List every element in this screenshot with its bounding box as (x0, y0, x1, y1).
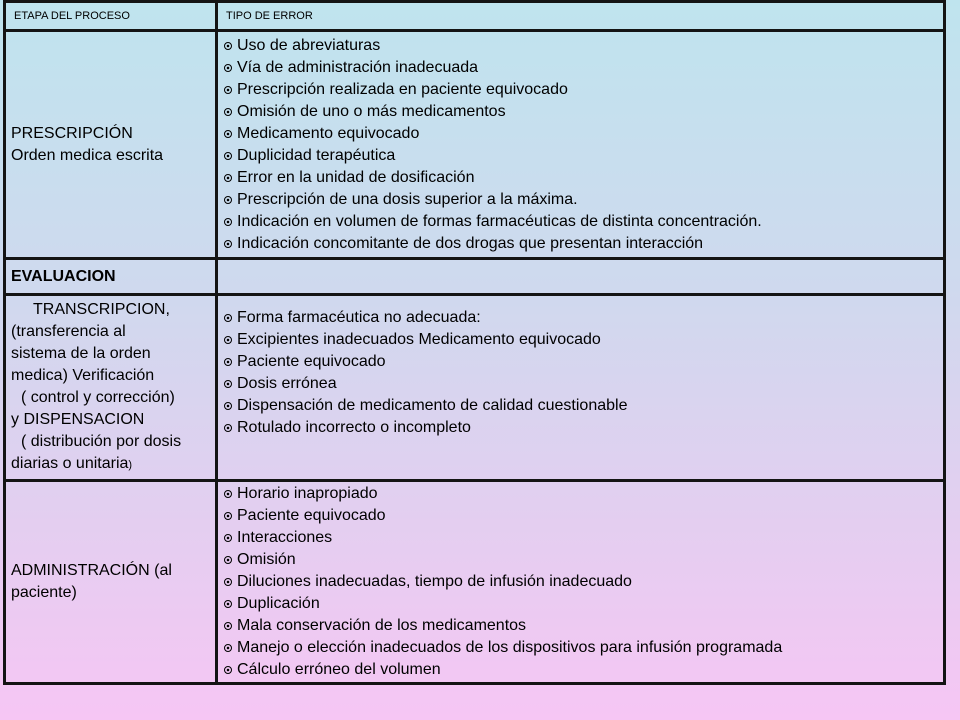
error-item: Indicación concomitante de dos drogas que presentan interacción (223, 233, 938, 255)
error-item: Cálculo erróneo del volumen (223, 659, 938, 681)
stage-line-text: diarias o unitaria (11, 455, 129, 472)
header-error-type: TIPO DE ERROR (217, 2, 945, 31)
error-item: Vía de administración inadecuada (223, 57, 938, 79)
stage-line: sistema de la orden (11, 345, 151, 362)
stage-line: ( control y corrección) (21, 389, 175, 406)
closing-paren: ) (128, 459, 133, 471)
stage-cell (5, 259, 217, 295)
error-item: Paciente equivocado (223, 505, 938, 527)
stage-line: PRESCRIPCIÓN (11, 124, 133, 142)
stage-line: medica) Verificación (11, 367, 155, 384)
error-table (3, 0, 946, 685)
table-row-prescripcion (5, 31, 945, 259)
error-item: Omisión (223, 549, 938, 571)
errors-cell (217, 295, 945, 481)
error-item: Interacciones (223, 527, 938, 549)
stage-line: (transferencia al (11, 323, 126, 340)
stage-line: EVALUACION (11, 267, 116, 285)
error-item: Medicamento equivocado (223, 123, 938, 145)
error-item: Dispensación de medicamento de calidad cuestionable (223, 395, 938, 417)
error-item: Indicación en volumen de formas farmacéuticas de distinta concentración. (223, 211, 938, 233)
stage-cell (5, 481, 217, 684)
stage-line: paciente) (11, 584, 77, 601)
error-list (223, 483, 938, 681)
error-item: Mala conservación de los medicamentos (223, 615, 938, 637)
stage-line: Orden medica escrita (11, 146, 164, 164)
error-item: Duplicidad terapéutica (223, 145, 938, 167)
stage-line: ADMINISTRACIÓN (al (11, 562, 172, 579)
error-item: Prescripción realizada en paciente equivocado (223, 79, 938, 101)
errors-cell (217, 31, 945, 259)
stage-line: y DISPENSACION (11, 411, 145, 428)
error-item: Prescripción de una dosis superior a la máxima. (223, 189, 938, 211)
header-stage: ETAPA DEL PROCESO (5, 2, 217, 31)
error-list (223, 35, 938, 255)
stage-cell (5, 295, 217, 481)
error-item: Rotulado incorrecto o incompleto (223, 417, 938, 439)
error-item: Horario inapropiado (223, 483, 938, 505)
stage-line (11, 453, 210, 476)
errors-cell (217, 481, 945, 684)
table-row-evaluacion (5, 259, 945, 295)
stage-line: TRANSCRIPCION, (33, 301, 170, 318)
table-row-transcripcion (5, 295, 945, 481)
errors-cell (217, 259, 945, 295)
error-item: Uso de abreviaturas (223, 35, 938, 57)
error-item: Dosis errónea (223, 373, 938, 395)
error-item: Excipientes inadecuados Medicamento equivocado (223, 329, 938, 351)
error-item: Manejo o elección inadecuados de los dispositivos para infusión programada (223, 637, 938, 659)
stage-line: ( distribución por dosis (21, 433, 182, 450)
error-item: Omisión de uno o más medicamentos (223, 101, 938, 123)
stage-cell (5, 31, 217, 259)
header-row (5, 2, 945, 31)
error-item: Duplicación (223, 593, 938, 615)
error-list (223, 307, 938, 439)
error-item: Error en la unidad de dosificación (223, 167, 938, 189)
error-item: Diluciones inadecuadas, tiempo de infusión inadecuado (223, 571, 938, 593)
error-item: Forma farmacéutica no adecuada: (223, 307, 938, 329)
table-row-administracion (5, 481, 945, 684)
error-item: Paciente equivocado (223, 351, 938, 373)
